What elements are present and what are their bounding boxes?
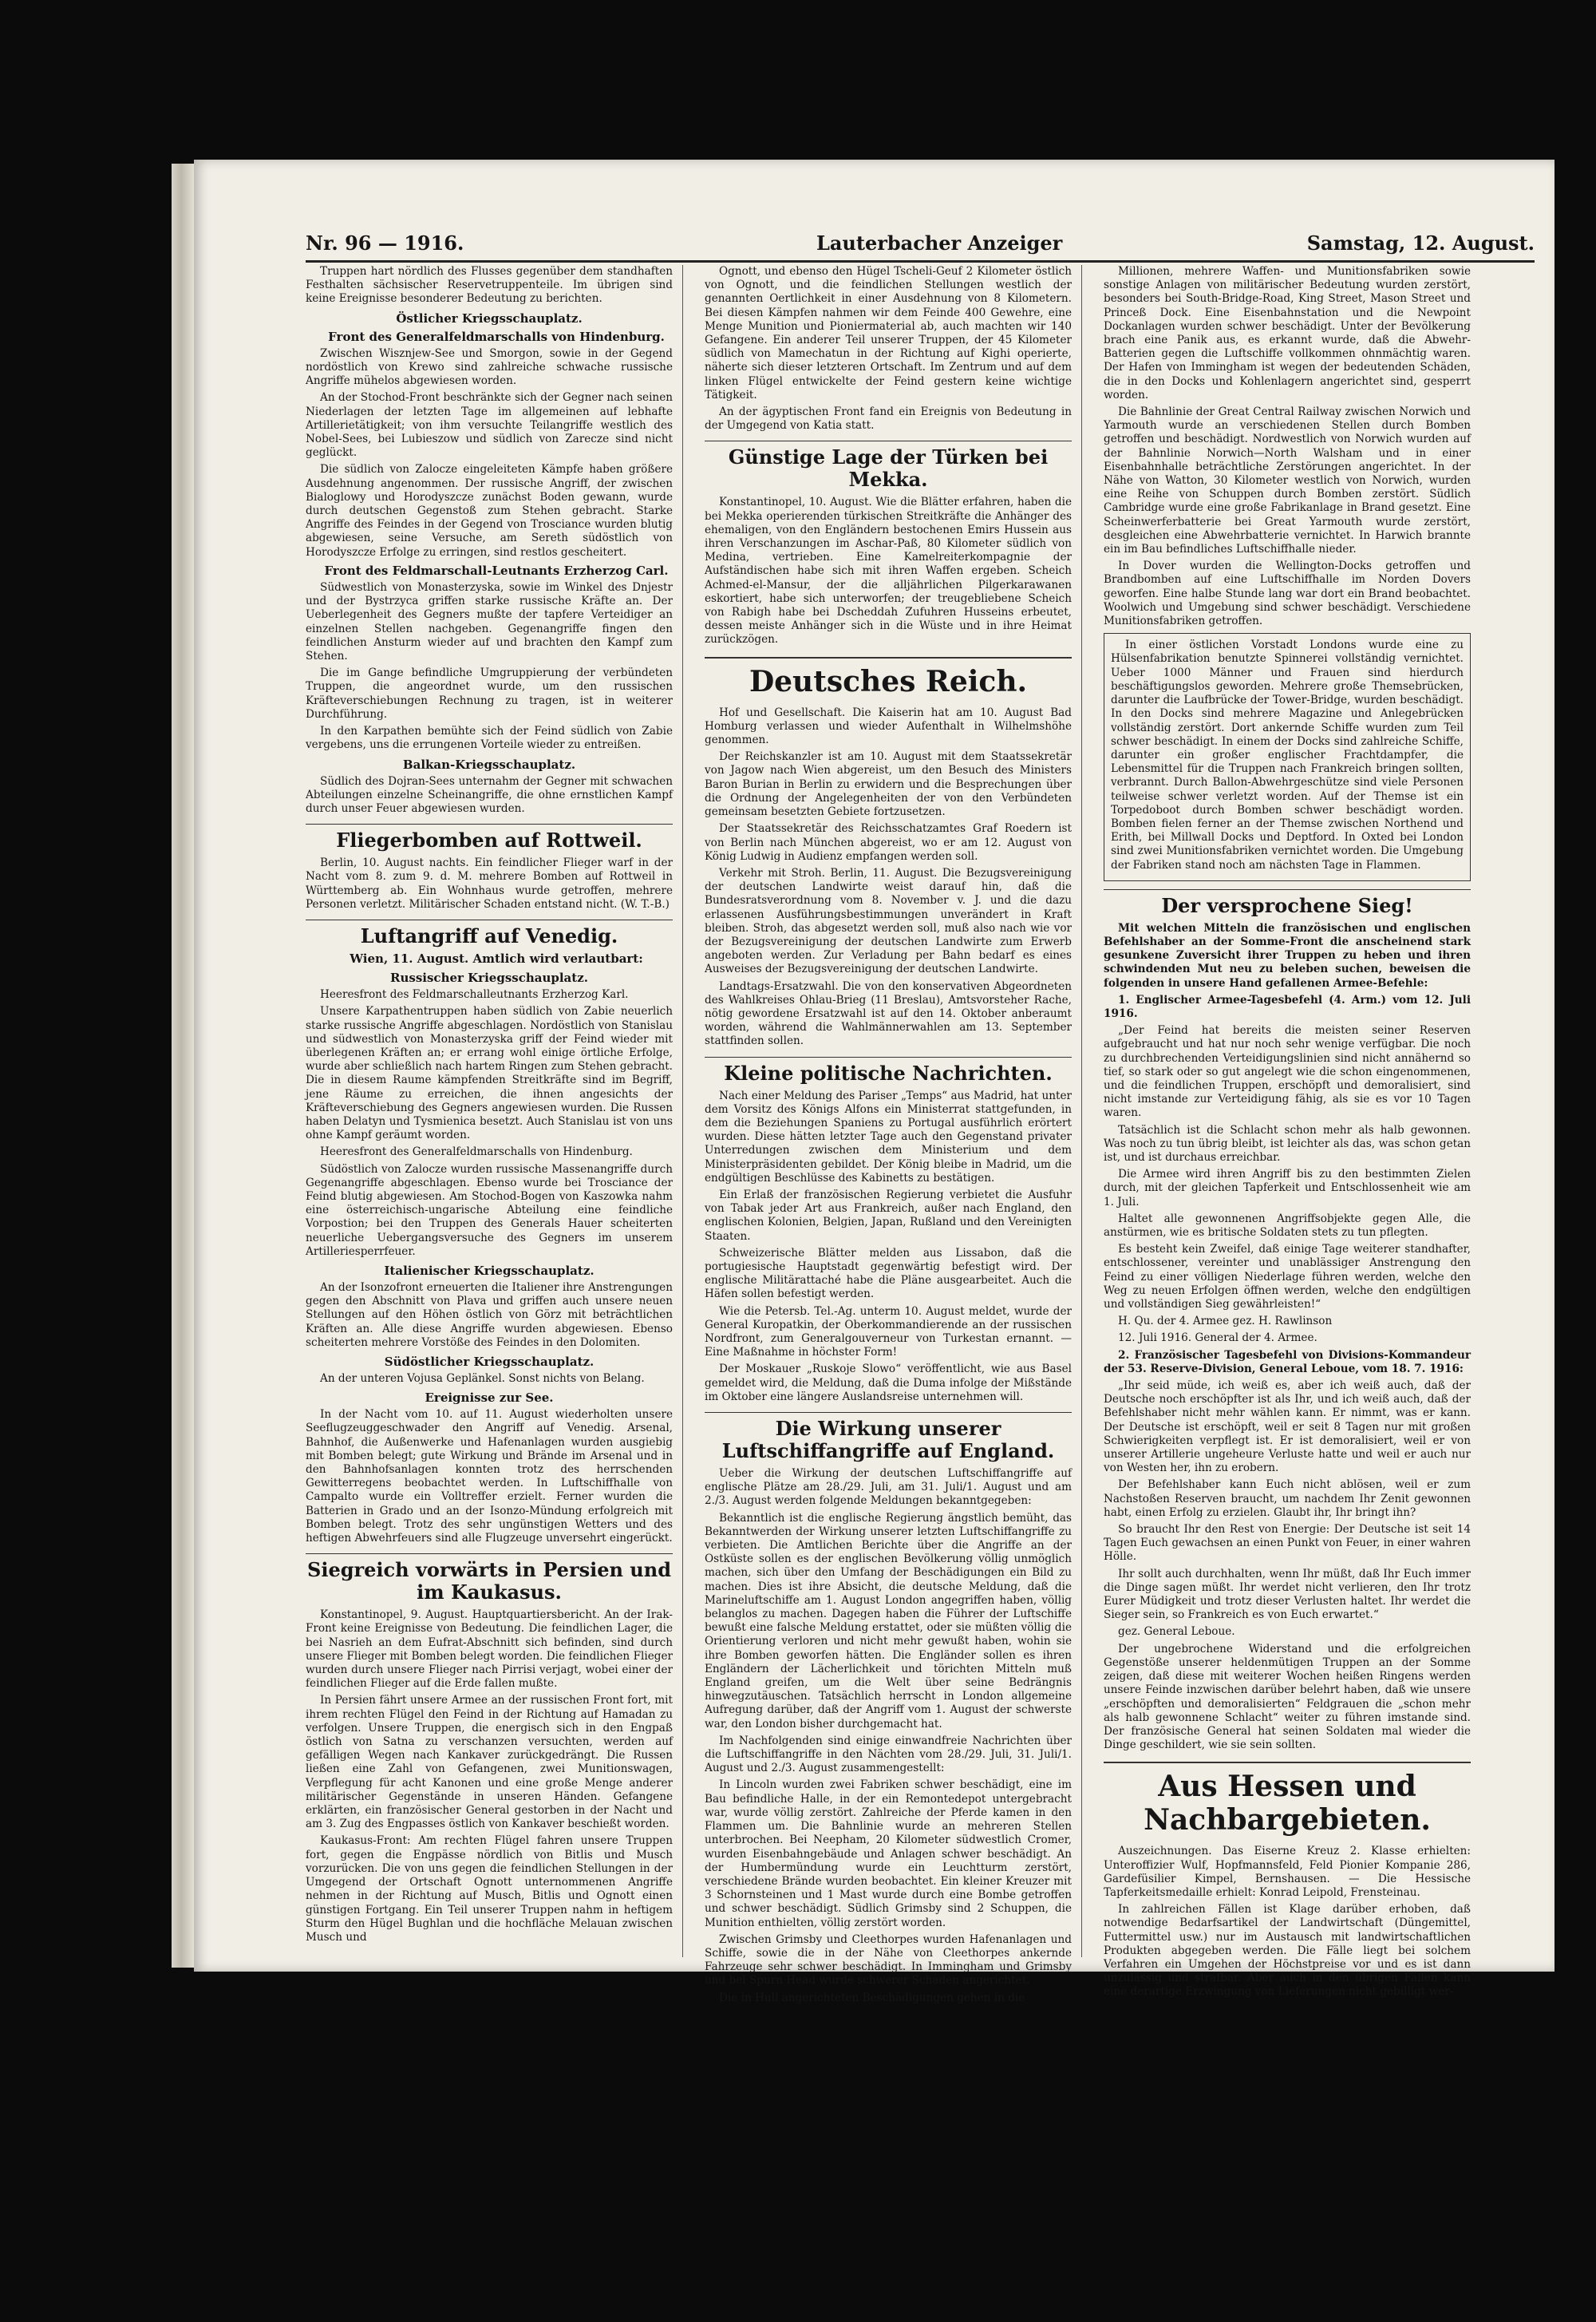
- column-2: [705, 265, 1082, 2004]
- article-text: Der Befehlshaber kann Euch nicht ablösen, weil er zum Nachstoßen Reserven braucht, um nachdem Ihr Zenit gewonnen habt, einen Erfolg zu erzielen. Glaubt ihr, Ihr bringt ihn?: [1104, 1478, 1471, 1519]
- article-text: In Lincoln wurden zwei Fabriken schwer beschädigt, eine im Bau befindliche Halle, in der ein Remontedepot untergebracht war, wurde völlig zerstört. Zahlreiche der Pferde kamen in den Flammen um. Die Bahnlinie wurde an mehreren Stellen unterbrochen. Bei Neepham, 20 Kilometer südwestlich Cromer, wurden Eisenbahngebäude und Anlagen schwer beschädigt. An der Humbermündung wurde ein Leuchtturm zerstört, verschiedene Brände wurden beobachtet. Ein kleiner Kreuzer mit 3 Schornsteinen und 1 Mast wurde durch eine Bombe getroffen und schwer beschädigt. Südlich Grimsby sind 2 Schuppen, die Munition enthielten, völlig zerstört worden.: [705, 1778, 1072, 1929]
- article-text: Die Bahnlinie der Great Central Railway zwischen Norwich und Yarmouth wurde an verschiedenen Stellen durch Bomben getroffen und beschädigt. Nordwestlich von Norwich wurden auf der Bahnlinie Norwich—North Walsham und in einer Eisenbahnhalle beträchtliche Zerstörungen angerichtet. In der Nähe von Watton, 30 Kilometer westlich von Norwich, wurden eine Reihe von Schuppen durch Bomben zerstört. Südlich Cambridge wurde eine große Fabrikanlage in Brand gesetzt. Eine Scheinwerferbatterie bei Great Yarmouth wurde zerstört, desgleichen eine Abwehrbatterie vernichtet. In Harwich brannte ein im Bau befindliches Luftschiffhalle nieder.: [1104, 405, 1471, 556]
- article-text: Ein Erlaß der französischen Regierung verbietet die Ausfuhr von Tabak jeder Art aus Frankreich, außer nach England, den englischen Kolonien, Belgien, Japan, Rußland und den Vereinigten Staaten.: [705, 1188, 1072, 1243]
- article-text: In den Karpathen bemühte sich der Feind südlich von Zabie vergebens, uns die errungenen Vorteile wieder zu entreißen.: [306, 725, 673, 752]
- article-text: Heeresfront des Generalfeldmarschalls von Hindenburg.: [320, 1145, 633, 1159]
- article-text: 1. Englischer Armee-Tagesbefehl (4. Arm.) vom 12. Juli 1916.: [1104, 993, 1471, 1020]
- article-text: Der ungebrochene Widerstand und die erfolgreichen Gegenstöße unserer heldenmütigen Truppen an der Somme zeigen, daß diese mit weiterer Wochen heißen Ringens werden unsere Feinde inzwischen darüber belehrt haben, daß wie unsere „erschöpften und demoralisierten“ Feldgrauen die „schon mehr als halb gewonnene Schlacht“ weiter zu führen imstande sind. Der französische General hat seinen Soldaten mal wieder die Dinge geschildert, wie sie sein sollten.: [1104, 1642, 1471, 1752]
- article-text: In einer östlichen Vorstadt Londons wurde eine zu Hülsenfabrikation benutzte Spinnerei vollständig vernichtet. Ueber 1000 Männer und Frauen sind hierdurch beschäftigungslos geworden. Mehrere große Themsebrücken, darunter die Laufbrücke der Tower-Bridge, wurden beschädigt. In den Docks sind mehrere Magazine und Anlegebrücken vollständig zerstört. Dort ankernde Schiffe wurden zum Teil schwer beschädigt. In einem der Docks sind zahlreiche Schiffe, darunter ein großer englischer Frachtdampfer, die Lebensmittel für die Truppen nach Frankreich bringen sollten, verbrannt. Durch Ballon-Abwehrgeschütze sind viele Personen teilweise schwer verletzt worden. Auf der Themse ist ein Torpedoboot durch Bomben schwer beschädigt worden. Bomben fielen ferner an der Themse zwischen Northend und Erith, bei Millwall Docks und Deptford. In Oxted bei London sind zwei Munitionsfabriken vernichtet worden. Die Umgebung der Fabriken stand noch am nächsten Tage in Flammen.: [1111, 639, 1464, 872]
- article-text: Tatsächlich ist die Schlacht schon mehr als halb gewonnen. Was noch zu tun übrig bleibt, ist leichter als das, was schon getan ist, und ist durchaus erreichbar.: [1104, 1123, 1471, 1164]
- newspaper-page: [194, 160, 1555, 2004]
- article-text: „Ihr seid müde, ich weiß es, aber ich weiß auch, daß der Deutsche noch erschöpfter ist als Ihr, und ich weiß auch, daß der Befehlshaber nicht mehr wählen kann. Er nimmt, was er kann. Der Deutsche ist erschöpft, weil er seit 8 Tagen nur mit großen Schwierigkeiten verpflegt ist. Er ist demoralisiert, weil er von unserer Artillerie ungeheure Verluste hatte und weil er auch nur von Westen her, ihn zu erobern.: [1104, 1379, 1471, 1475]
- headline: Fliegerbomben auf Rottweil.: [306, 824, 673, 852]
- boxed-article: [1104, 633, 1471, 880]
- article-text: Zwischen Grimsby und Cleethorpes wurden Hafenanlagen und Schiffe, sowie die in der Nähe von Cleethorpes ankernde Fahrzeuge sehr schwer beschädigt. In Immingham und Grimsby und bei Spurn Head wurde schwerer Schaden angerichtet.: [705, 1932, 1072, 1988]
- article-text: Truppen hart nördlich des Flusses gegenüber dem standhaften Festhalten sächsischer Reservetruppenteile. Im übrigen sind keine Ereignisse besonderer Bedeutung zu berichten.: [306, 265, 673, 306]
- section-headline: Deutsches Reich.: [705, 657, 1072, 698]
- article-text: Wie die Petersb. Tel.-Ag. unterm 10. August meldet, wurde der General Kuropatkin, der Oberkommandierende an der russischen Nordfront, zum Generalgouverneur von Turkestan ernannt. — Eine Maßnahme in höchster Form!: [705, 1304, 1072, 1359]
- article-text: Im Nachfolgenden sind einige einwandfreie Nachrichten über die Luftschiffangriffe in den Nächten vom 28./29. Juli, 31. Juli/1. August und 2./3. August zusammengestellt:: [705, 1734, 1072, 1775]
- article-text: Ihr sollt auch durchhalten, wenn Ihr müßt, daß Ihr Euch immer die Dinge sagen müßt. Ihr werdet nicht verlieren, den Ihr trotz Eurer Müdigkeit und trotz dieser Verlusten haltet. Ihr werdet die Sieger sein, so Frankreich es von Euch erwartet.“: [1104, 1567, 1471, 1622]
- article-text: An der unteren Vojusa Geplänkel. Sonst nichts von Belang.: [320, 1372, 645, 1385]
- article-text: Ueber die Wirkung der deutschen Luftschiffangriffe auf englische Plätze am 28./29. Juli, am 31. Juli/1. August und am 2./3. August werden folgende Meldungen bekanntgegeben:: [705, 1467, 1072, 1508]
- article-text: Der Moskauer „Ruskoje Slowo“ veröffentlicht, wie aus Basel gemeldet wird, die Meldung, daß die Duma infolge der Mißstände im Oktober eine längere Auslandsreise unternehmen will.: [705, 1363, 1072, 1403]
- article-text: Heeresfront des Feldmarschalleutnants Erzherzog Karl.: [320, 988, 629, 1002]
- article-text: Die in Hull angerichteten Beschädigungen gehen in die: [719, 1991, 1025, 2004]
- article-text: Kaukasus-Front: Am rechten Flügel fahren unsere Truppen fort, gegen die Engpässe nördlich von Bitlis und Musch vorzurücken. Die von uns gegen die feindlichen Stellungen in der Umgegend der Ortschaft Ognott unternommenen Angriffe nehmen in der Richtung auf Musch, Bitlis und Ognott einen günstigen Fortgang. Ein Teil unserer Truppen nahm in heftigem Sturm den Hügel Bughlan und die hochfläche Melauan zwischen Musch und: [306, 1834, 673, 1944]
- book-binding: [172, 164, 196, 1968]
- article-text: Haltet alle gewonnenen Angriffsobjekte gegen Alle, die anstürmen, wie es britische Soldaten stets zu tun pflegten.: [1104, 1212, 1471, 1239]
- article-text: Unsere Karpathentruppen haben südlich von Zabie neuerlich starke russische Angriffe abgeschlagen. Nordöstlich von Stanislau und südwestlich von Monasterzyska griff der Feind wieder mit überlegenen Kräften an; er errang wohl einige örtliche Erfolge, wurde aber schließlich nach hartem Ringen zum Stehen gebracht. Die in diesem Raume kämpfenden Streitkräfte sind im Begriff, jene Räume zu erreichen, die ihnen angesichts der Kräfteverschiebung des Gegners angewiesen wurden. Die Russen haben Delatyn und Tysmienica besetzt. Auch Stanislau ist von uns ohne Kampf geräumt worden.: [306, 1005, 673, 1142]
- article-text: Zwischen Wisznjew-See und Smorgon, sowie in der Gegend nordöstlich von Krewo sind zahlreiche schwache russische Angriffe mühelos abgewiesen worden.: [306, 346, 673, 388]
- article-text: Millionen, mehrere Waffen- und Munitionsfabriken sowie sonstige Anlagen von militärischer Bedeutung wurden zerstört, besonders bei South-Bridge-Road, King Street, Mason Street und Princeß Dock. Eine Eisenbahnstation und die Newpoint Dockanlagen wurden schwer beschädigt. Unter der Bevölkerung brach eine Panik aus, es erkannt wurde, daß die Abwehr-Batterien gegen die Luftschiffe vollkommen ohnmächtig waren. Der Hafen von Immingham ist wegen der bedeutenden Schäden, die in den Docks und Kohlenlagern angerichtet sind, gesperrt worden.: [1104, 265, 1471, 402]
- article-text: Südöstlich von Zalocze wurden russische Massenangriffe durch Gegenangriffe abgeschlagen. Ebenso wurde bei Trosciance der Feind blutig abgewiesen. Am Stochod-Bogen von Kaszowka nahm eine österreichisch-ungarische Abteilung eine feindliche Vorpostion; bei den Truppen des Generals Hauer scheiterten neuerliche Uebergangsversuche des Gegners im unserem Artilleriesperrfeuer.: [306, 1162, 673, 1258]
- article-text: In der Nacht vom 10. auf 11. August wiederholten unsere Seeflugzeuggeschwader den Angriff auf Venedig. Arsenal, Bahnhof, die Außenwerke und Hafenanlagen wurden ausgiebig mit Bomben belegt; gute Wirkung und Brände im Arsenal und in den Bahnhofsanlagen konnten trotz des herrschenden Gewitterregens beobachtet werden. In Luftschiffhalle von Campalto wurde ein Volltreffer erzielt. Ferner wurden die Batterien in Grado und an der Isonzo-Mündung erfolgreich mit Bomben belegt. Trotz des sehr ungünstigen Wetters und des heftigen Abwehrfeuers sind alle Flugzeuge unversehrt eingerückt.: [306, 1408, 673, 1545]
- page-header: [306, 231, 1535, 263]
- article-text: Hof und Gesellschaft. Die Kaiserin hat am 10. August Bad Homburg verlassen und wieder Aufenthalt in Wilhelmshöhe genommen.: [705, 706, 1072, 747]
- article-text: Es besteht kein Zweifel, daß einige Tage weiterer standhafter, entschlossener, vereinter und unablässiger Anstrengung den Feind zu einer völligen Niederlage führen werden, welche den Weg zu neuen Erfolgen öffnen werden, welche den endgültigen und vollständigen Sieg gewährleisten!“: [1104, 1243, 1471, 1311]
- newspaper-title: Lauterbacher Anzeiger: [816, 231, 1063, 255]
- article-text: Auszeichnungen. Das Eiserne Kreuz 2. Klasse erhielten: Unteroffizier Wulf, Hopfmannsfeld, Feld Pionier Kompanie 286, Gardefüsilier Kimpel, Bernshausen. — Die Hessische Tapferkeitsmedaille erhielt: Konrad Leipold, Frensteinau.: [1104, 1845, 1471, 1899]
- column-1: [306, 265, 683, 1957]
- article-text: Berlin, 10. August nachts. Ein feindlicher Flieger warf in der Nacht vom 8. zum 9. d. M. mehrere Bomben auf Rottweil in Württemberg ab. Ein Wohnhaus wurde getroffen, mehrere Personen verletzt. Militärischer Schaden entstand nicht. (W. T.-B.): [306, 856, 673, 911]
- section-subheading: Balkan-Kriegsschauplatz.: [402, 757, 576, 772]
- article-text: In Dover wurden die Wellington-Docks getroffen und Brandbomben auf eine Luftschiffhalle im Norden Dovers geworfen. Eine halbe Stunde lang war dort ein Brand beobachtet. Woolwich und Umgebung sind schwer beschädigt. Verschiedene Munitionsfabriken getroffen.: [1104, 560, 1471, 628]
- article-text: Verkehr mit Stroh. Berlin, 11. August. Die Bezugsvereinigung der deutschen Landwirte weist darauf hin, daß die Bundesratsverordnung vom 8. November v. J. und die dazu erlassenen Ausführungsbestimmungen unverändert in Kraft bleiben. Stroh, das abgesetzt werden soll, muß also nach wie vor der Bezugsvereinigung der deutschen Landwirte zum Erwerb angeboten werden. Zur Verladung per Bahn bedarf es eines Ausweises der Bezugsvereinigung der deutschen Landwirte.: [705, 866, 1072, 976]
- article-text: Südlich des Dojran-Sees unternahm der Gegner mit schwachen Abteilungen einzelne Scheinangriffe, die ohne ernstlichen Kampf durch unser Feuer abgewiesen wurden.: [306, 774, 673, 815]
- column-3: [1104, 265, 1471, 1999]
- article-text: So braucht Ihr den Rest von Energie: Der Deutsche ist seit 14 Tagen Euch gewachsen an einen Punkt von Feuer, in einer wahren Hölle.: [1104, 1523, 1471, 1564]
- article-text: Konstantinopel, 10. August. Wie die Blätter erfahren, haben die bei Mekka operierenden türkischen Streitkräfte die Anhänger des ehemaligen, von den Engländern bestochenen Emirs Hussein aus ihren Verschanzungen im Aschar-Paß, 80 Kilometer südlich von Medina, vertrieben. Eine Kamelreiterkompagnie der Aufständischen habe sich mit ihren Waffen ergeben. Scheich Achmed-el-Mansur, der die alljährlichen Pilgerkarawanen eskortiert, habe sich unterworfen; der treugebliebene Scheich von Rabigh habe bei Dscheddah Zufuhren Husseins erbeutet, dessen meiste Anhänger sich in die Wüste und in ihre Heimat zurückzögen.: [705, 496, 1072, 647]
- article-text: In Persien fährt unsere Armee an der russischen Front fort, mit ihrem rechten Flügel den Feind in der Richtung auf Hamadan zu verfolgen. Unsere Truppen, die energisch sich in den Engpaß östlich von Satna zu verschanzen versuchten, werden auf gefälligen Wegen nach Kankaver zurückgedrängt. Die Russen ließen eine Zahl von Gefangenen, zwei Munitionswagen, Verpflegung für acht Kanonen und eine große Menge anderer militärischer Gegenstände in unseren Händen. Gefangene erklärten, ein französischer General gestorben in der Nacht und am 3. Zug des Engpasses östlich von Kankaver beschießt worden.: [306, 1694, 673, 1831]
- article-text: Landtags-Ersatzwahl. Die von den konservativen Abgeordneten des Wahlkreises Ohlau-Brieg (11 Breslau), Amtsvorsteher Rache, nötig gewordene Ersatzwahl ist auf den 14. Oktober anberaumt worden, während die Wahlmännerwahlen am 13. September stattfinden sollen.: [705, 979, 1072, 1048]
- article-text: „Der Feind hat bereits die meisten seiner Reserven aufgebraucht und hat nur noch sehr wenige verfügbar. Die noch zu durchbrechenden Verteidigungslinien sind nicht annähernd so tief, so stark oder so gut angelegt wie die schon eingenommenen, und die feindlichen Truppen, erschöpft und demoralisiert, sind nicht imstande zur Verteidigung fähig, als sie es vor 10 Tagen waren.: [1104, 1024, 1471, 1120]
- article-text: An der Isonzofront erneuerten die Italiener ihre Anstrengungen gegen den Abschnitt von Plava und griffen auch unsere neuen Stellungen auf den Höhen östlich von Görz mit beträchtlichen Kräften an. Alle diese Angriffe wurden abgewiesen. Ebenso scheiterten mehrere Vorstöße des Feindes in den Dolomiten.: [306, 1280, 673, 1349]
- issue-number: Nr. 96 — 1916.: [306, 231, 464, 255]
- article-text: 2. Französischer Tagesbefehl von Divisions-Kommandeur der 53. Reserve-Division, General Leboue, vom 18. 7. 1916:: [1104, 1348, 1471, 1375]
- headline: Der versprochene Sieg!: [1104, 889, 1471, 917]
- article-text: Der Staatssekretär des Reichsschatzamtes Graf Roedern ist von Berlin nach München abgereist, wo er am 12. August von König Ludwig in Audienz empfangen werden soll.: [705, 822, 1072, 863]
- headline: Luftangriff auf Venedig.: [306, 920, 673, 947]
- article-text: H. Qu. der 4. Armee gez. H. Rawlinson: [1118, 1315, 1333, 1328]
- issue-date: Samstag, 12. August.: [1306, 231, 1535, 255]
- article-text: 12. Juli 1916. General der 4. Armee.: [1118, 1331, 1317, 1345]
- article-text: Die im Gange befindliche Umgruppierung der verbündeten Truppen, die angeordnet wurde, um den russischen Kräfteverschiebungen Rechnung zu tragen, ist in weiterer Durchführung.: [306, 667, 673, 721]
- article-text: Wien, 11. August. Amtlich wird verlautbart:: [350, 951, 643, 966]
- article-text: An der ägyptischen Front fand ein Ereignis von Bedeutung in der Umgegend von Katia statt.: [705, 405, 1072, 433]
- section-subheading: Italienischer Kriegsschauplatz.: [384, 1263, 595, 1278]
- headline: Kleine politische Nachrichten.: [705, 1057, 1072, 1085]
- article-text: Bekanntlich ist die englische Regierung ängstlich bemüht, das Bekanntwerden der Wirkung unserer letzten Luftschiffangriffe zu verbieten. Die Amtlichen Berichte über die Angriffe an der Ostküste sollen es der englischen Bevölkerung völlig unmöglich machen, sich über den Umfang der Beschädigungen ein Bild zu machen. Dies ist ihre Absicht, die deutsche Meldung, daß die Marineluftschiffe am 1. August London angegriffen haben, völlig belanglos zu machen. Dagegen haben die Führer der Luftschiffe bewußt eine falsche Meldung erstattet, oder sie müßten völlig die Orientierung verloren und nicht mehr gewußt haben, wohin sie ihre Bomben geworfen hätten. Die Engländer sollen es ihren Engländern der Lächerlichkeit und törichten Mitteln muß England greifen, um die Welt über seine Bedrängnis hinwegzutäuschen. Tatsächlich herrscht in London allgemeine Aufregung darüber, daß der Angriff vom 1. August der schwerste war, den London bisher durchgemacht hat.: [705, 1511, 1072, 1731]
- section-subheading: Östlicher Kriegsschauplatz.: [396, 311, 583, 326]
- article-text: Südwestlich von Monasterzyska, sowie im Winkel des Dnjestr und der Bystrzyca griffen starke russische Kräfte an. Der Ueberlegenheit des Gegners mußte der tapfere Verteidiger an einzelnen Stellen nachgeben. Gegenangriffe fingen den feindlichen Ansturm wieder auf und brachten den Kampf zum Stehen.: [306, 581, 673, 663]
- article-text: Ognott, und ebenso den Hügel Tscheli-Geuf 2 Kilometer östlich von Ognott, und die feindlichen Stellungen westlich der genannten Oertlichkeit in einer Ausdehnung von 8 Kilometern. Bei diesen Kämpfen nahmen wir dem Feinde 400 Gewehre, eine Menge Munition und Pioniermaterial ab, auch machten wir 140 Gefangene. Ein anderer Teil unserer Truppen, der 45 Kilometer südlich von Mamechatun in der Richtung auf Kighi operierte, näherte sich dieser letzteren Ortschaft. Im Zentrum und auf dem linken Flügel entwickelte der Feind gestern keine wichtige Tätigkeit.: [705, 265, 1072, 402]
- article-text: Die südlich von Zalocze eingeleiteten Kämpfe haben größere Ausdehnung angenommen. Der russische Angriff, der zwischen Bialoglowy und Horodyszcze zunächst Boden gewann, wurde durch deutschen Gegenstoß zum Stehen gebracht. Starke Angriffe des Feindes in der Gegend von Trosciance wurden blutig abgewiesen, seine Versuche, am Sereth südöstlich von Horodyszcze Erfolge zu erringen, sind restlos gescheitert.: [306, 463, 673, 559]
- article-text: Schweizerische Blätter melden aus Lissabon, daß die portugiesische Hauptstadt gegenwärtig befestigt wird. Der englische Militärattaché habe die Pläne ausgearbeitet. Auch die Häfen sollen befestigt werden.: [705, 1246, 1072, 1301]
- article-text: Der Reichskanzler ist am 10. August mit dem Staatssekretär von Jagow nach Wien abgereist, um den Besuch des Ministers Baron Burian in Berlin zu erwidern und die Besprechungen über die Ordnung der Angelegenheiten der von den Verbündeten gemeinsam besetzten Gebiete fortzusetzen.: [705, 750, 1072, 819]
- section-headline: Aus Hessen und Nachbargebieten.: [1104, 1762, 1471, 1837]
- article-text: An der Stochod-Front beschränkte sich der Gegner nach seinen Niederlagen der letzten Tage im allgemeinen auf lebhafte Artillerietätigkeit; von ihm versuchte Teilangriffe westlich des Nobel-Sees, bei Lubieszow und südlich von Zarecze sind nicht geglückt.: [306, 391, 673, 460]
- article-text: Mit welchen Mitteln die französischen und englischen Befehlshaber an der Somme-Front die anscheinend stark gesunkene Zuversicht ihrer Truppen zu heben und ihren schwindenden Mut neu zu beleben suchen, beweisen die folgenden in unsere Hand gefallenen Armee-Befehle:: [1104, 921, 1471, 990]
- article-text: In zahlreichen Fällen ist Klage darüber erhoben, daß notwendige Bedarfsartikel der Landwirtschaft (Düngemittel, Futtermittel usw.) nur im Austausch mit landwirtschaftlichen Produkten abgegeben werden. Die Fälle liegt bei solchem Verfahren ein Umgehen der Höchstpreise vor und es ist dann unzulässig und strafbar. Aber auch in den übrigen Fällen kann eine derartige Erzwingung von Lieferungen nicht gebilligt wer-: [1104, 1903, 1471, 1999]
- article-text: Front des Generalfeldmarschalls von Hindenburg.: [328, 329, 665, 344]
- headline: Günstige Lage der Türken bei Mekka.: [705, 441, 1072, 491]
- article-text: Front des Feldmarschall-Leutnants Erzherzog Carl.: [324, 563, 669, 578]
- section-subheading: Ereignisse zur See.: [425, 1390, 554, 1406]
- headline: Siegreich vorwärts in Persien und im Kaukasus.: [306, 1553, 673, 1604]
- article-text: Konstantinopel, 9. August. Hauptquartiersbericht. An der Irak-Front keine Ereignisse von Bedeutung. Die feindlichen Lager, die bei Nasrieh an dem Eufrat-Abschnitt sich befinden, sind durch unsere Flieger mit Bomben belegt worden. Die feindlichen Flieger wurden durch unsere Flieger nach Pirrisi verjagt, wobei einer der feindlichen Flieger auf die Erde fallen mußte.: [306, 1608, 673, 1691]
- article-text: Nach einer Meldung des Pariser „Temps“ aus Madrid, hat unter dem Vorsitz des Königs Alfons ein Ministerrat stattgefunden, in dem die Beziehungen Spaniens zu Portugal ausführlich erörtert wurden. Diese hätten letzter Tage auch den Gegenstand privater Unterredungen zwischen dem Ministerium und dem Ministerpräsidenten gebildet. Der König bleibe in Madrid, um die endgültigen Beschlüsse des Kabinetts zu bestätigen.: [705, 1089, 1072, 1185]
- headline: Die Wirkung unserer Luftschiffangriffe auf England.: [705, 1412, 1072, 1462]
- section-subheading: Russischer Kriegsschauplatz.: [390, 971, 588, 986]
- article-text: Die Armee wird ihren Angriff bis zu den bestimmten Zielen durch, mit der gleichen Tapferkeit und Entschlossenheit wie am 1. Juli.: [1104, 1168, 1471, 1208]
- section-subheading: Südöstlicher Kriegsschauplatz.: [384, 1355, 595, 1369]
- article-text: gez. General Leboue.: [1118, 1625, 1235, 1639]
